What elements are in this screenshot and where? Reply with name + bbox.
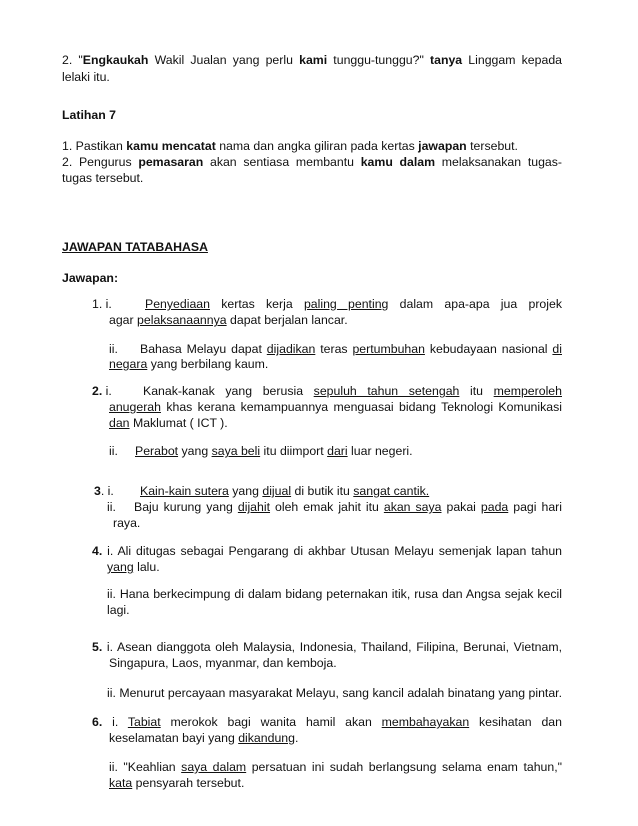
jawapan-label: Jawapan:: [62, 271, 119, 285]
answer-3-ii-line2: raya.: [113, 516, 141, 530]
text: Maklumat ( ICT ).: [129, 416, 228, 430]
text: luar negeri.: [347, 444, 413, 458]
text: kebudayaan nasional: [424, 342, 553, 356]
answer-6-i-line2: [109, 731, 298, 746]
text: pakai: [441, 500, 481, 514]
bold-text: 3: [94, 484, 101, 498]
underlined-text: pada: [480, 500, 509, 514]
answer-3-number: [94, 484, 114, 499]
answer-1-i-line1: [145, 297, 562, 312]
answer-6-ii-line2: [109, 776, 244, 791]
text: kesihatan dan: [469, 715, 562, 729]
text: . i.: [100, 484, 114, 498]
text: i. Asean dianggota oleh Malaysia, Indonesia, Thailand, Filipina, Berunai, Vietnam,: [102, 640, 562, 654]
text: i. Ali ditugas sebagai Pengarang di akhbar Utusan Melayu semenjak lapan tahun: [102, 544, 562, 558]
text: Kanak-kanak yang berusia: [143, 384, 314, 398]
text: Bahasa Melayu dapat: [140, 342, 267, 356]
answer-2-number: [92, 384, 112, 399]
text: tersebut.: [466, 139, 518, 153]
underlined-text: Perabot: [135, 444, 179, 458]
answer-3-ii-number: ii.: [107, 500, 116, 514]
answer-6-ii-line1: [109, 760, 562, 775]
underlined-text: dari: [327, 444, 348, 458]
text: di butik itu: [291, 484, 354, 498]
underlined-text: dijual: [262, 484, 292, 498]
text: Wakil Jualan yang perlu: [148, 53, 300, 67]
bold-text: 5.: [92, 640, 103, 654]
text: 1. Pastikan: [62, 139, 127, 153]
underlined-text: dijahit: [237, 500, 271, 514]
underlined-text: dijadikan: [266, 342, 316, 356]
text: yang berbilang kaum.: [147, 357, 269, 371]
answer-2-i-line2: [109, 400, 562, 415]
text: pagi hari: [508, 500, 562, 514]
text: 2. Pengurus: [62, 155, 139, 169]
underlined-text: akan saya: [383, 500, 442, 514]
underlined-text: membahayakan: [381, 715, 470, 729]
underlined-text: Penyediaan: [145, 297, 210, 311]
text: persatuan ini sudah berlangsung selama enam tahun,": [246, 760, 562, 774]
latihan-7-title: Latihan 7: [62, 108, 116, 122]
answer-2-i-line1: [143, 384, 562, 399]
text: akan sentiasa membantu: [203, 155, 361, 169]
bold-text: tanya: [430, 53, 463, 67]
jawapan-tatabahasa-title: JAWAPAN TATABAHASA: [62, 240, 208, 254]
answer-4-ii-line2: lagi.: [107, 603, 130, 617]
text: melaksanakan tugas-: [435, 155, 562, 169]
text: .: [294, 731, 299, 745]
underlined-text: paling penting: [303, 297, 389, 311]
underlined-text: Kain-kain sutera: [140, 484, 229, 498]
underlined-text: anugerah: [109, 400, 161, 414]
text: i.: [102, 715, 128, 729]
answer-1-i-line2: [109, 313, 348, 328]
underlined-text: yang: [107, 560, 134, 574]
text: oleh emak jahit itu: [270, 500, 384, 514]
underlined-text: kata: [109, 776, 133, 790]
bold-text: kamu dalam: [360, 155, 436, 169]
answer-5-i-line2: Singapura, Laos, myanmar, dan kemboja.: [109, 656, 337, 670]
text: teras: [315, 342, 353, 356]
underlined-text: pertumbuhan: [352, 342, 425, 356]
text: merokok bagi wanita hamil akan: [160, 715, 382, 729]
answer-3-i-line1: [140, 484, 429, 499]
latihan-7-item-1: [62, 139, 518, 154]
bold-text: 4.: [92, 544, 103, 558]
text: Baju kurung yang: [134, 500, 238, 514]
underlined-text: sepuluh tahun setengah: [313, 384, 460, 398]
latihan-7-item-2-line2: tugas tersebut.: [62, 171, 144, 185]
answer-4-i-line1: [92, 544, 562, 559]
bold-text: kami: [299, 53, 328, 67]
text: yang: [228, 484, 263, 498]
text: agar: [109, 313, 138, 327]
latihan-7-item-2-line1: [62, 155, 562, 170]
intro-item-2-line1: [62, 53, 562, 68]
underlined-text: saya beli: [211, 444, 261, 458]
text: i.: [102, 384, 112, 398]
text: 2. ": [62, 53, 83, 67]
bold-text: jawapan: [418, 139, 467, 153]
underlined-text: sangat cantik.: [353, 484, 430, 498]
text: khas kerana kemampuannya menguasai bidang Teknologi Komunikasi: [160, 400, 562, 414]
text: lalu.: [133, 560, 160, 574]
answer-1-number: 1. i.: [92, 297, 112, 311]
text: itu: [459, 384, 494, 398]
text: itu diimport: [260, 444, 328, 458]
text: pensyarah tersebut.: [132, 776, 245, 790]
underlined-text: dan: [109, 416, 130, 430]
text: tunggu-tunggu?": [327, 53, 431, 67]
bold-text: pemasaran: [138, 155, 204, 169]
underlined-text: dikandung: [238, 731, 295, 745]
underlined-text: saya dalam: [181, 760, 247, 774]
answer-1-ii-line2: [109, 357, 268, 372]
answer-1-ii-line1: [140, 342, 562, 357]
text: nama dan angka giliran pada kertas: [215, 139, 419, 153]
underlined-text: negara: [109, 357, 148, 371]
text: kertas kerja: [209, 297, 304, 311]
bold-text: kamu mencatat: [126, 139, 216, 153]
text: dapat berjalan lancar.: [226, 313, 348, 327]
text: ii. "Keahlian: [109, 760, 182, 774]
answer-2-i-line3: [109, 416, 228, 431]
answer-4-ii-line1: ii. Hana berkecimpung di dalam bidang peternakan itik, rusa dan Angsa sejak kecil: [107, 587, 562, 601]
underlined-text: Tabiat: [127, 715, 161, 729]
answer-1-ii-number: ii.: [109, 342, 118, 356]
text: keselamatan bayi yang: [109, 731, 239, 745]
answer-6-i-line1: [92, 715, 562, 730]
answer-2-ii-number: ii.: [109, 444, 118, 458]
answer-5-ii-line1: ii. Menurut percayaan masyarakat Melayu, sang kancil adalah binatang yang pintar.: [107, 686, 562, 700]
bold-text: Engkaukah: [82, 53, 149, 67]
text: Linggam kepada: [462, 53, 562, 67]
underlined-text: pelaksanaannya: [137, 313, 227, 327]
text: yang: [178, 444, 212, 458]
answer-3-ii-line1: [134, 500, 562, 515]
answer-4-i-line2: [107, 560, 160, 575]
answer-5-i-line1: [92, 640, 562, 655]
bold-text: 6.: [92, 715, 103, 729]
intro-item-2-line2: lelaki itu.: [62, 70, 110, 84]
bold-text: 2.: [92, 384, 103, 398]
answer-2-ii-line1: [135, 444, 413, 459]
text: dalam apa-apa jua projek: [388, 297, 562, 311]
underlined-text: memperoleh: [493, 384, 562, 398]
underlined-text: di: [552, 342, 562, 356]
